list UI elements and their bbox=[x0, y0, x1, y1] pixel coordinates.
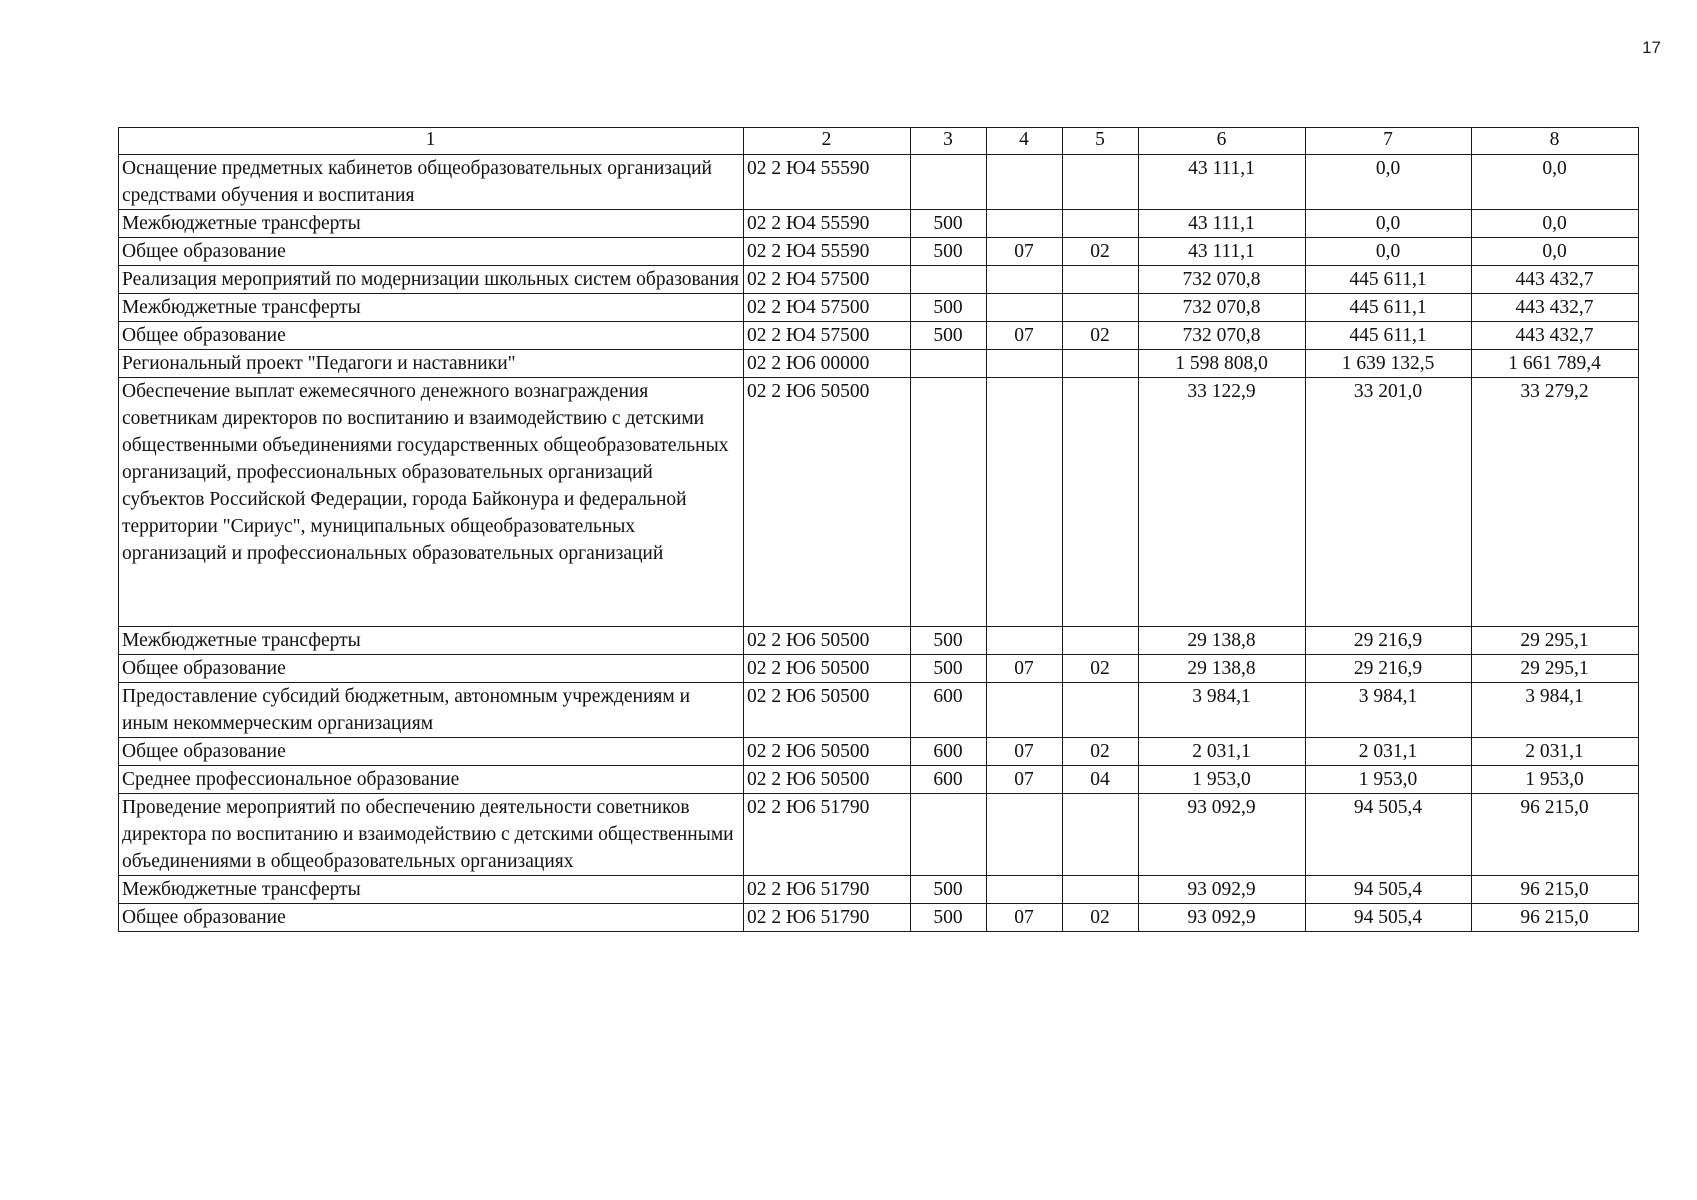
budget-table bbox=[118, 127, 1639, 932]
row-value6-cell: 3 984,1 bbox=[1139, 683, 1306, 738]
row-code-cell: 02 2 Ю6 51790 bbox=[744, 904, 911, 932]
row-col3-cell: 500 bbox=[911, 904, 987, 932]
row-code-cell: 02 2 Ю6 50500 bbox=[744, 738, 911, 766]
column-header: 8 bbox=[1472, 128, 1639, 155]
row-col5-cell: 02 bbox=[1063, 655, 1139, 683]
row-col4-cell bbox=[987, 683, 1063, 738]
row-name-cell: Обеспечение выплат ежемесячного денежного вознаграждения советникам директоров по воспитанию и взаимодействию с детскими общественными объединениями государственных общеобразовательных организаций, профессиональных образовательных организаций субъектов Российской Федерации, города Байконура и федеральной территории "Сириус", муниципальных общеобразовательных организаций и профессиональных образовательных организаций bbox=[119, 378, 744, 627]
table-header-row bbox=[119, 128, 1639, 155]
row-name-cell: Общее образование bbox=[119, 322, 744, 350]
row-code-cell: 02 2 Ю6 51790 bbox=[744, 876, 911, 904]
row-name-cell: Реализация мероприятий по модернизации школьных систем образования bbox=[119, 266, 744, 294]
row-col4-cell bbox=[987, 627, 1063, 655]
row-col3-cell bbox=[911, 378, 987, 627]
row-value6-cell: 93 092,9 bbox=[1139, 794, 1306, 876]
table-row bbox=[119, 683, 1639, 738]
row-col4-cell: 07 bbox=[987, 766, 1063, 794]
row-value7-cell: 445 611,1 bbox=[1306, 322, 1472, 350]
column-header: 7 bbox=[1306, 128, 1472, 155]
row-value8-cell: 96 215,0 bbox=[1472, 794, 1639, 876]
row-col5-cell bbox=[1063, 210, 1139, 238]
row-col4-cell bbox=[987, 350, 1063, 378]
row-col5-cell bbox=[1063, 155, 1139, 210]
table-row bbox=[119, 655, 1639, 683]
row-code-cell: 02 2 Ю6 50500 bbox=[744, 627, 911, 655]
row-value8-cell: 33 279,2 bbox=[1472, 378, 1639, 627]
row-code-cell: 02 2 Ю4 57500 bbox=[744, 266, 911, 294]
row-code-cell: 02 2 Ю6 50500 bbox=[744, 655, 911, 683]
row-value8-cell: 443 432,7 bbox=[1472, 322, 1639, 350]
row-value6-cell: 1 953,0 bbox=[1139, 766, 1306, 794]
row-name-cell: Среднее профессиональное образование bbox=[119, 766, 744, 794]
row-code-cell: 02 2 Ю4 55590 bbox=[744, 155, 911, 210]
row-value6-cell: 2 031,1 bbox=[1139, 738, 1306, 766]
row-col4-cell: 07 bbox=[987, 322, 1063, 350]
column-header: 1 bbox=[119, 128, 744, 155]
row-name-cell: Общее образование bbox=[119, 655, 744, 683]
table-row bbox=[119, 210, 1639, 238]
row-code-cell: 02 2 Ю4 55590 bbox=[744, 238, 911, 266]
row-value6-cell: 1 598 808,0 bbox=[1139, 350, 1306, 378]
table-row bbox=[119, 238, 1639, 266]
row-value6-cell: 33 122,9 bbox=[1139, 378, 1306, 627]
row-name-cell: Региональный проект "Педагоги и наставники" bbox=[119, 350, 744, 378]
row-col5-cell: 02 bbox=[1063, 738, 1139, 766]
row-code-cell: 02 2 Ю6 00000 bbox=[744, 350, 911, 378]
row-col3-cell: 500 bbox=[911, 238, 987, 266]
row-value6-cell: 43 111,1 bbox=[1139, 238, 1306, 266]
row-col3-cell: 500 bbox=[911, 627, 987, 655]
row-value7-cell: 1 639 132,5 bbox=[1306, 350, 1472, 378]
row-col3-cell: 600 bbox=[911, 766, 987, 794]
row-value8-cell: 1 953,0 bbox=[1472, 766, 1639, 794]
row-value8-cell: 3 984,1 bbox=[1472, 683, 1639, 738]
row-col5-cell bbox=[1063, 794, 1139, 876]
row-col5-cell bbox=[1063, 350, 1139, 378]
row-col5-cell bbox=[1063, 683, 1139, 738]
row-col4-cell: 07 bbox=[987, 738, 1063, 766]
row-value8-cell: 2 031,1 bbox=[1472, 738, 1639, 766]
row-col4-cell bbox=[987, 294, 1063, 322]
row-col3-cell: 500 bbox=[911, 294, 987, 322]
row-value6-cell: 93 092,9 bbox=[1139, 904, 1306, 932]
row-code-cell: 02 2 Ю6 50500 bbox=[744, 766, 911, 794]
row-name-cell: Межбюджетные трансферты bbox=[119, 210, 744, 238]
row-value7-cell: 0,0 bbox=[1306, 238, 1472, 266]
row-name-cell: Межбюджетные трансферты bbox=[119, 294, 744, 322]
row-col5-cell bbox=[1063, 266, 1139, 294]
row-col5-cell: 02 bbox=[1063, 238, 1139, 266]
table-row bbox=[119, 378, 1639, 627]
row-value8-cell: 29 295,1 bbox=[1472, 655, 1639, 683]
row-value8-cell: 1 661 789,4 bbox=[1472, 350, 1639, 378]
row-value7-cell: 1 953,0 bbox=[1306, 766, 1472, 794]
row-value7-cell: 0,0 bbox=[1306, 155, 1472, 210]
row-value7-cell: 33 201,0 bbox=[1306, 378, 1472, 627]
row-col4-cell bbox=[987, 876, 1063, 904]
row-col5-cell: 02 bbox=[1063, 904, 1139, 932]
row-value6-cell: 29 138,8 bbox=[1139, 627, 1306, 655]
row-value8-cell: 96 215,0 bbox=[1472, 876, 1639, 904]
row-name-cell: Межбюджетные трансферты bbox=[119, 627, 744, 655]
row-value7-cell: 94 505,4 bbox=[1306, 794, 1472, 876]
row-col4-cell bbox=[987, 794, 1063, 876]
table-row bbox=[119, 738, 1639, 766]
row-col3-cell: 500 bbox=[911, 210, 987, 238]
column-header: 3 bbox=[911, 128, 987, 155]
row-code-cell: 02 2 Ю6 50500 bbox=[744, 683, 911, 738]
row-col3-cell bbox=[911, 350, 987, 378]
row-value7-cell: 29 216,9 bbox=[1306, 655, 1472, 683]
row-name-cell: Общее образование bbox=[119, 904, 744, 932]
row-value7-cell: 94 505,4 bbox=[1306, 904, 1472, 932]
row-value7-cell: 3 984,1 bbox=[1306, 683, 1472, 738]
row-value7-cell: 445 611,1 bbox=[1306, 266, 1472, 294]
row-code-cell: 02 2 Ю4 57500 bbox=[744, 322, 911, 350]
row-code-cell: 02 2 Ю6 50500 bbox=[744, 378, 911, 627]
row-col4-cell bbox=[987, 378, 1063, 627]
table-row bbox=[119, 322, 1639, 350]
table-row bbox=[119, 350, 1639, 378]
row-col4-cell bbox=[987, 210, 1063, 238]
page-number: 17 bbox=[1642, 38, 1661, 57]
row-col5-cell bbox=[1063, 627, 1139, 655]
row-value8-cell: 0,0 bbox=[1472, 238, 1639, 266]
row-value7-cell: 94 505,4 bbox=[1306, 876, 1472, 904]
row-value8-cell: 0,0 bbox=[1472, 210, 1639, 238]
row-name-cell: Межбюджетные трансферты bbox=[119, 876, 744, 904]
row-name-cell: Проведение мероприятий по обеспечению деятельности советников директора по воспитанию и взаимодействию с детскими общественными объединениями в общеобразовательных организациях bbox=[119, 794, 744, 876]
row-value6-cell: 93 092,9 bbox=[1139, 876, 1306, 904]
row-code-cell: 02 2 Ю6 51790 bbox=[744, 794, 911, 876]
row-value8-cell: 0,0 bbox=[1472, 155, 1639, 210]
row-col5-cell bbox=[1063, 378, 1139, 627]
column-header: 6 bbox=[1139, 128, 1306, 155]
table-row bbox=[119, 794, 1639, 876]
row-value8-cell: 443 432,7 bbox=[1472, 266, 1639, 294]
row-col5-cell bbox=[1063, 294, 1139, 322]
row-col4-cell bbox=[987, 266, 1063, 294]
row-col5-cell bbox=[1063, 876, 1139, 904]
row-col3-cell: 500 bbox=[911, 876, 987, 904]
table-row bbox=[119, 904, 1639, 932]
row-col4-cell: 07 bbox=[987, 238, 1063, 266]
row-col5-cell: 04 bbox=[1063, 766, 1139, 794]
row-col3-cell: 500 bbox=[911, 322, 987, 350]
row-name-cell: Общее образование bbox=[119, 238, 744, 266]
table-row bbox=[119, 155, 1639, 210]
table-row bbox=[119, 766, 1639, 794]
row-col3-cell: 600 bbox=[911, 683, 987, 738]
table-row bbox=[119, 266, 1639, 294]
row-col3-cell bbox=[911, 266, 987, 294]
row-value7-cell: 0,0 bbox=[1306, 210, 1472, 238]
row-col3-cell: 600 bbox=[911, 738, 987, 766]
row-value6-cell: 732 070,8 bbox=[1139, 322, 1306, 350]
row-value7-cell: 445 611,1 bbox=[1306, 294, 1472, 322]
row-value8-cell: 443 432,7 bbox=[1472, 294, 1639, 322]
table-row bbox=[119, 627, 1639, 655]
row-value8-cell: 29 295,1 bbox=[1472, 627, 1639, 655]
column-header: 4 bbox=[987, 128, 1063, 155]
row-value7-cell: 29 216,9 bbox=[1306, 627, 1472, 655]
row-col5-cell: 02 bbox=[1063, 322, 1139, 350]
table-row bbox=[119, 294, 1639, 322]
row-value7-cell: 2 031,1 bbox=[1306, 738, 1472, 766]
row-value6-cell: 43 111,1 bbox=[1139, 210, 1306, 238]
row-value6-cell: 732 070,8 bbox=[1139, 294, 1306, 322]
row-col3-cell bbox=[911, 794, 987, 876]
column-header: 5 bbox=[1063, 128, 1139, 155]
row-col4-cell: 07 bbox=[987, 655, 1063, 683]
row-value6-cell: 29 138,8 bbox=[1139, 655, 1306, 683]
row-col3-cell: 500 bbox=[911, 655, 987, 683]
row-code-cell: 02 2 Ю4 55590 bbox=[744, 210, 911, 238]
row-value6-cell: 43 111,1 bbox=[1139, 155, 1306, 210]
row-value8-cell: 96 215,0 bbox=[1472, 904, 1639, 932]
row-col3-cell bbox=[911, 155, 987, 210]
row-value6-cell: 732 070,8 bbox=[1139, 266, 1306, 294]
row-name-cell: Предоставление субсидий бюджетным, автономным учреждениям и иным некоммерческим организациям bbox=[119, 683, 744, 738]
table-row bbox=[119, 876, 1639, 904]
row-name-cell: Общее образование bbox=[119, 738, 744, 766]
row-col4-cell: 07 bbox=[987, 904, 1063, 932]
row-code-cell: 02 2 Ю4 57500 bbox=[744, 294, 911, 322]
row-name-cell: Оснащение предметных кабинетов общеобразовательных организаций средствами обучения и воспитания bbox=[119, 155, 744, 210]
row-col4-cell bbox=[987, 155, 1063, 210]
column-header: 2 bbox=[744, 128, 911, 155]
